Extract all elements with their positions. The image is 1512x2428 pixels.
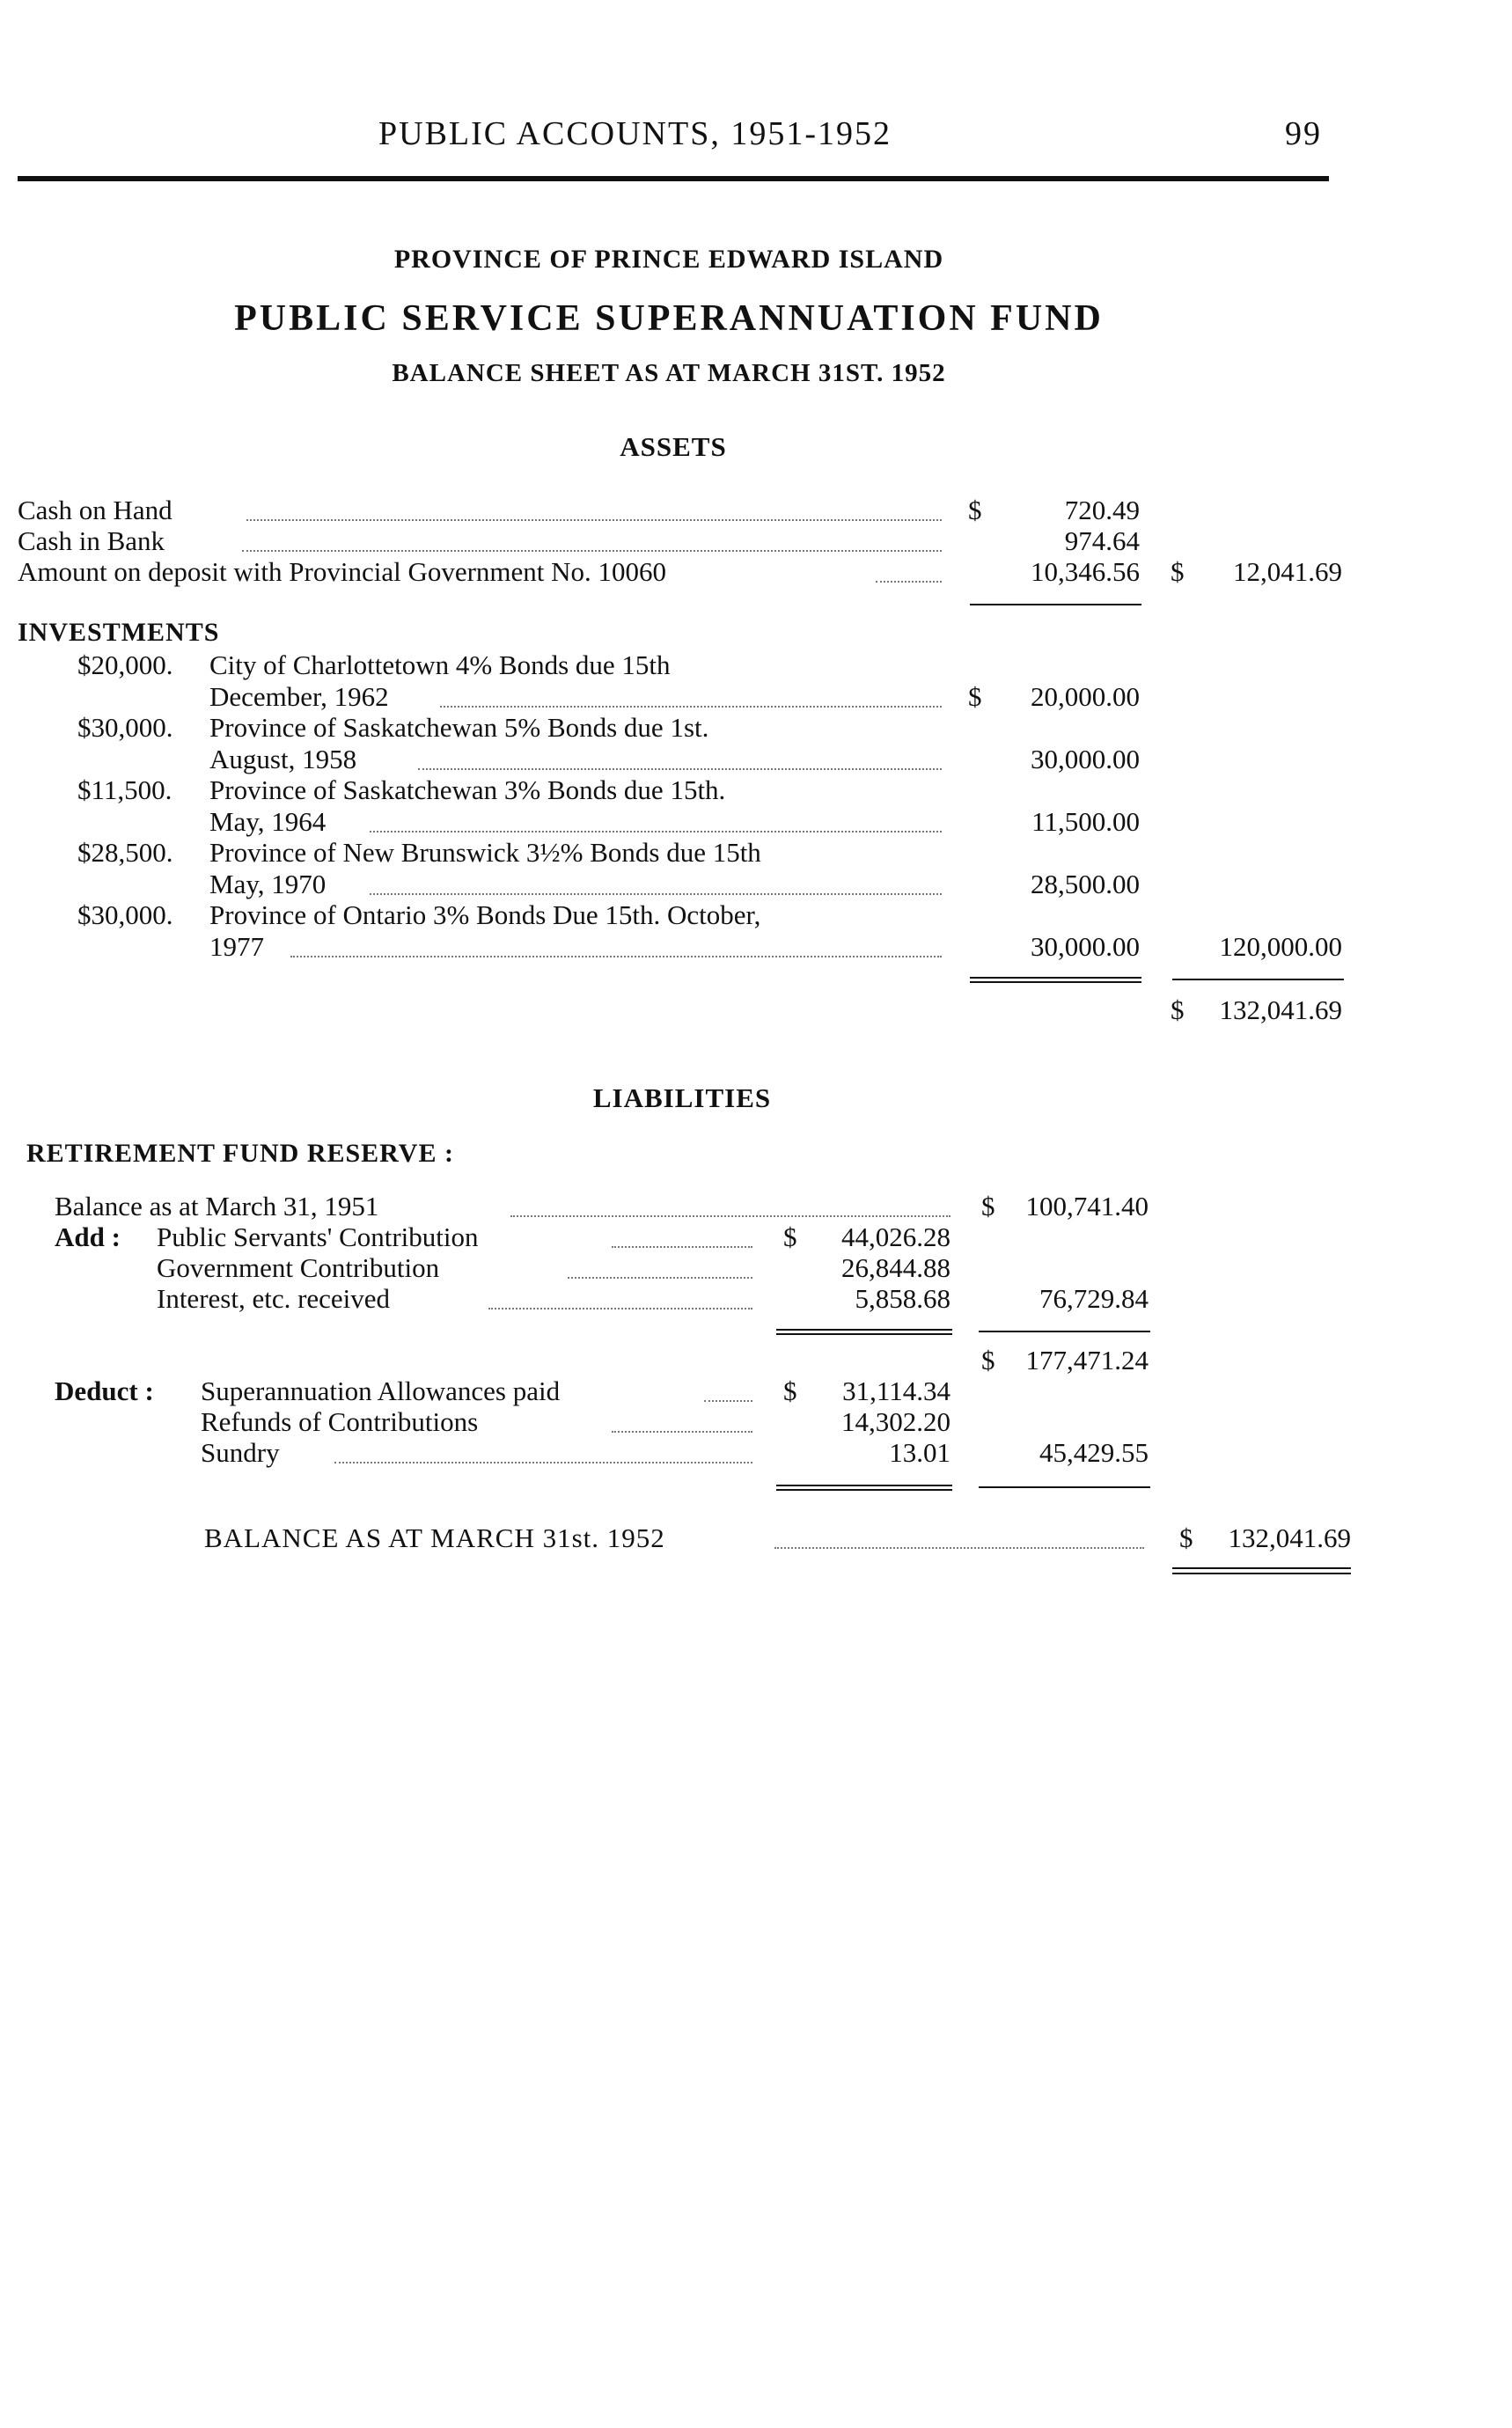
final-balance-label: BALANCE AS AT MARCH 31st. 1952 xyxy=(204,1522,665,1553)
header-rule xyxy=(18,176,1329,181)
reserve-subtotal: 177,471.24 xyxy=(1025,1345,1149,1375)
leader-dots xyxy=(242,550,942,552)
bond-amount: 11,500.00 xyxy=(1031,806,1140,837)
bond-face-value: $20,000. xyxy=(77,649,173,680)
bond-face-value: $11,500. xyxy=(77,774,172,805)
cash-row-amount: 720.49 xyxy=(1064,495,1140,525)
currency-symbol: $ xyxy=(1171,994,1185,1025)
currency-symbol: $ xyxy=(783,1221,797,1252)
total-rule xyxy=(979,1486,1150,1488)
deduct-item-label: Superannuation Allowances paid xyxy=(201,1375,561,1406)
bond-maturity: May, 1970 xyxy=(209,869,327,899)
bond-maturity: May, 1964 xyxy=(209,806,327,837)
fund-title: PUBLIC SERVICE SUPERANNUATION FUND xyxy=(234,298,1104,339)
cash-row-label: Amount on deposit with Provincial Government No. 10060 xyxy=(18,556,667,587)
leader-dots xyxy=(612,1246,752,1248)
bond-face-value: $30,000. xyxy=(77,712,173,743)
add-label: Add : xyxy=(55,1221,121,1252)
leader-dots xyxy=(246,519,942,521)
total-rule xyxy=(979,1331,1150,1332)
currency-symbol: $ xyxy=(1179,1522,1193,1553)
currency-symbol: $ xyxy=(783,1375,797,1406)
leader-dots xyxy=(612,1431,752,1433)
subtotal-rule xyxy=(776,1485,952,1486)
bond-description: Province of Ontario 3% Bonds Due 15th. October, xyxy=(209,899,761,930)
add-item-label: Interest, etc. received xyxy=(157,1283,391,1314)
leader-dots xyxy=(370,893,942,895)
deduct-item-label: Sundry xyxy=(201,1437,280,1468)
subtotal-rule xyxy=(970,981,1141,983)
leader-dots xyxy=(704,1400,752,1402)
currency-symbol: $ xyxy=(968,681,982,712)
subtotal-rule xyxy=(970,977,1141,979)
leader-dots xyxy=(568,1277,752,1279)
deduct-label: Deduct : xyxy=(55,1375,154,1406)
bond-description: Province of Saskatchewan 3% Bonds due 15th. xyxy=(209,774,726,805)
bond-amount: 20,000.00 xyxy=(1031,681,1140,712)
final-rule xyxy=(1172,1567,1351,1569)
running-title: PUBLIC ACCOUNTS, 1951-1952 xyxy=(378,115,892,152)
final-balance-amount: 132,041.69 xyxy=(1228,1522,1351,1553)
deduct-item-amount: 14,302.20 xyxy=(841,1406,951,1437)
opening-balance-amount: 100,741.40 xyxy=(1025,1191,1149,1221)
leader-dots xyxy=(370,831,942,833)
bond-maturity: 1977 xyxy=(209,931,264,962)
bond-amount: 30,000.00 xyxy=(1031,744,1140,774)
cash-total: 12,041.69 xyxy=(1233,556,1342,587)
bond-description: Province of Saskatchewan 5% Bonds due 1st. xyxy=(209,712,709,743)
bond-face-value: $30,000. xyxy=(77,899,173,930)
currency-symbol: $ xyxy=(1171,556,1185,587)
investments-heading: INVESTMENTS xyxy=(18,618,220,647)
subtotal-rule xyxy=(776,1329,952,1331)
bond-amount: 28,500.00 xyxy=(1031,869,1140,899)
liabilities-heading: LIABILITIES xyxy=(592,1082,772,1113)
add-total: 76,729.84 xyxy=(1039,1283,1149,1314)
leader-dots xyxy=(510,1215,951,1217)
subtotal-rule xyxy=(970,604,1141,605)
add-item-label: Government Contribution xyxy=(157,1252,440,1283)
add-item-amount: 5,858.68 xyxy=(855,1283,951,1314)
currency-symbol: $ xyxy=(981,1345,995,1375)
final-rule xyxy=(1172,1573,1351,1574)
province-title: PROVINCE OF PRINCE EDWARD ISLAND xyxy=(393,245,944,274)
assets-heading: ASSETS xyxy=(620,431,727,462)
deduct-total: 45,429.55 xyxy=(1039,1437,1149,1468)
cash-row-amount: 974.64 xyxy=(1064,525,1140,556)
leader-dots xyxy=(876,581,942,583)
bond-description: City of Charlottetown 4% Bonds due 15th xyxy=(209,649,671,680)
add-item-label: Public Servants' Contribution xyxy=(157,1221,479,1252)
leader-dots xyxy=(488,1308,752,1309)
cash-row-label: Cash in Bank xyxy=(18,525,165,556)
leader-dots xyxy=(774,1547,1144,1549)
bond-amount: 30,000.00 xyxy=(1031,931,1140,962)
deduct-item-amount: 13.01 xyxy=(889,1437,951,1468)
leader-dots xyxy=(440,706,942,708)
cash-row-amount: 10,346.56 xyxy=(1031,556,1140,587)
subtotal-rule xyxy=(776,1489,952,1491)
statement-title: BALANCE SHEET AS AT MARCH 31ST. 1952 xyxy=(392,359,946,387)
bond-maturity: December, 1962 xyxy=(209,681,389,712)
reserve-heading: RETIREMENT FUND RESERVE : xyxy=(26,1139,454,1168)
assets-grand-total: 132,041.69 xyxy=(1219,994,1342,1025)
currency-symbol: $ xyxy=(981,1191,995,1221)
bond-maturity: August, 1958 xyxy=(209,744,357,774)
subtotal-rule xyxy=(776,1333,952,1335)
total-rule xyxy=(1172,979,1344,980)
opening-balance-label: Balance as at March 31, 1951 xyxy=(55,1191,379,1221)
deduct-item-label: Refunds of Contributions xyxy=(201,1406,479,1437)
deduct-item-amount: 31,114.34 xyxy=(842,1375,951,1406)
bond-description: Province of New Brunswick 3½% Bonds due 15th xyxy=(209,837,761,868)
currency-symbol: $ xyxy=(968,495,982,525)
add-item-amount: 26,844.88 xyxy=(841,1252,951,1283)
leader-dots xyxy=(334,1462,752,1463)
bond-face-value: $28,500. xyxy=(77,837,173,868)
page-number: 99 xyxy=(1285,115,1322,152)
leader-dots xyxy=(418,768,942,770)
investments-total: 120,000.00 xyxy=(1219,931,1342,962)
add-item-amount: 44,026.28 xyxy=(841,1221,951,1252)
leader-dots xyxy=(290,956,942,957)
cash-row-label: Cash on Hand xyxy=(18,495,172,525)
